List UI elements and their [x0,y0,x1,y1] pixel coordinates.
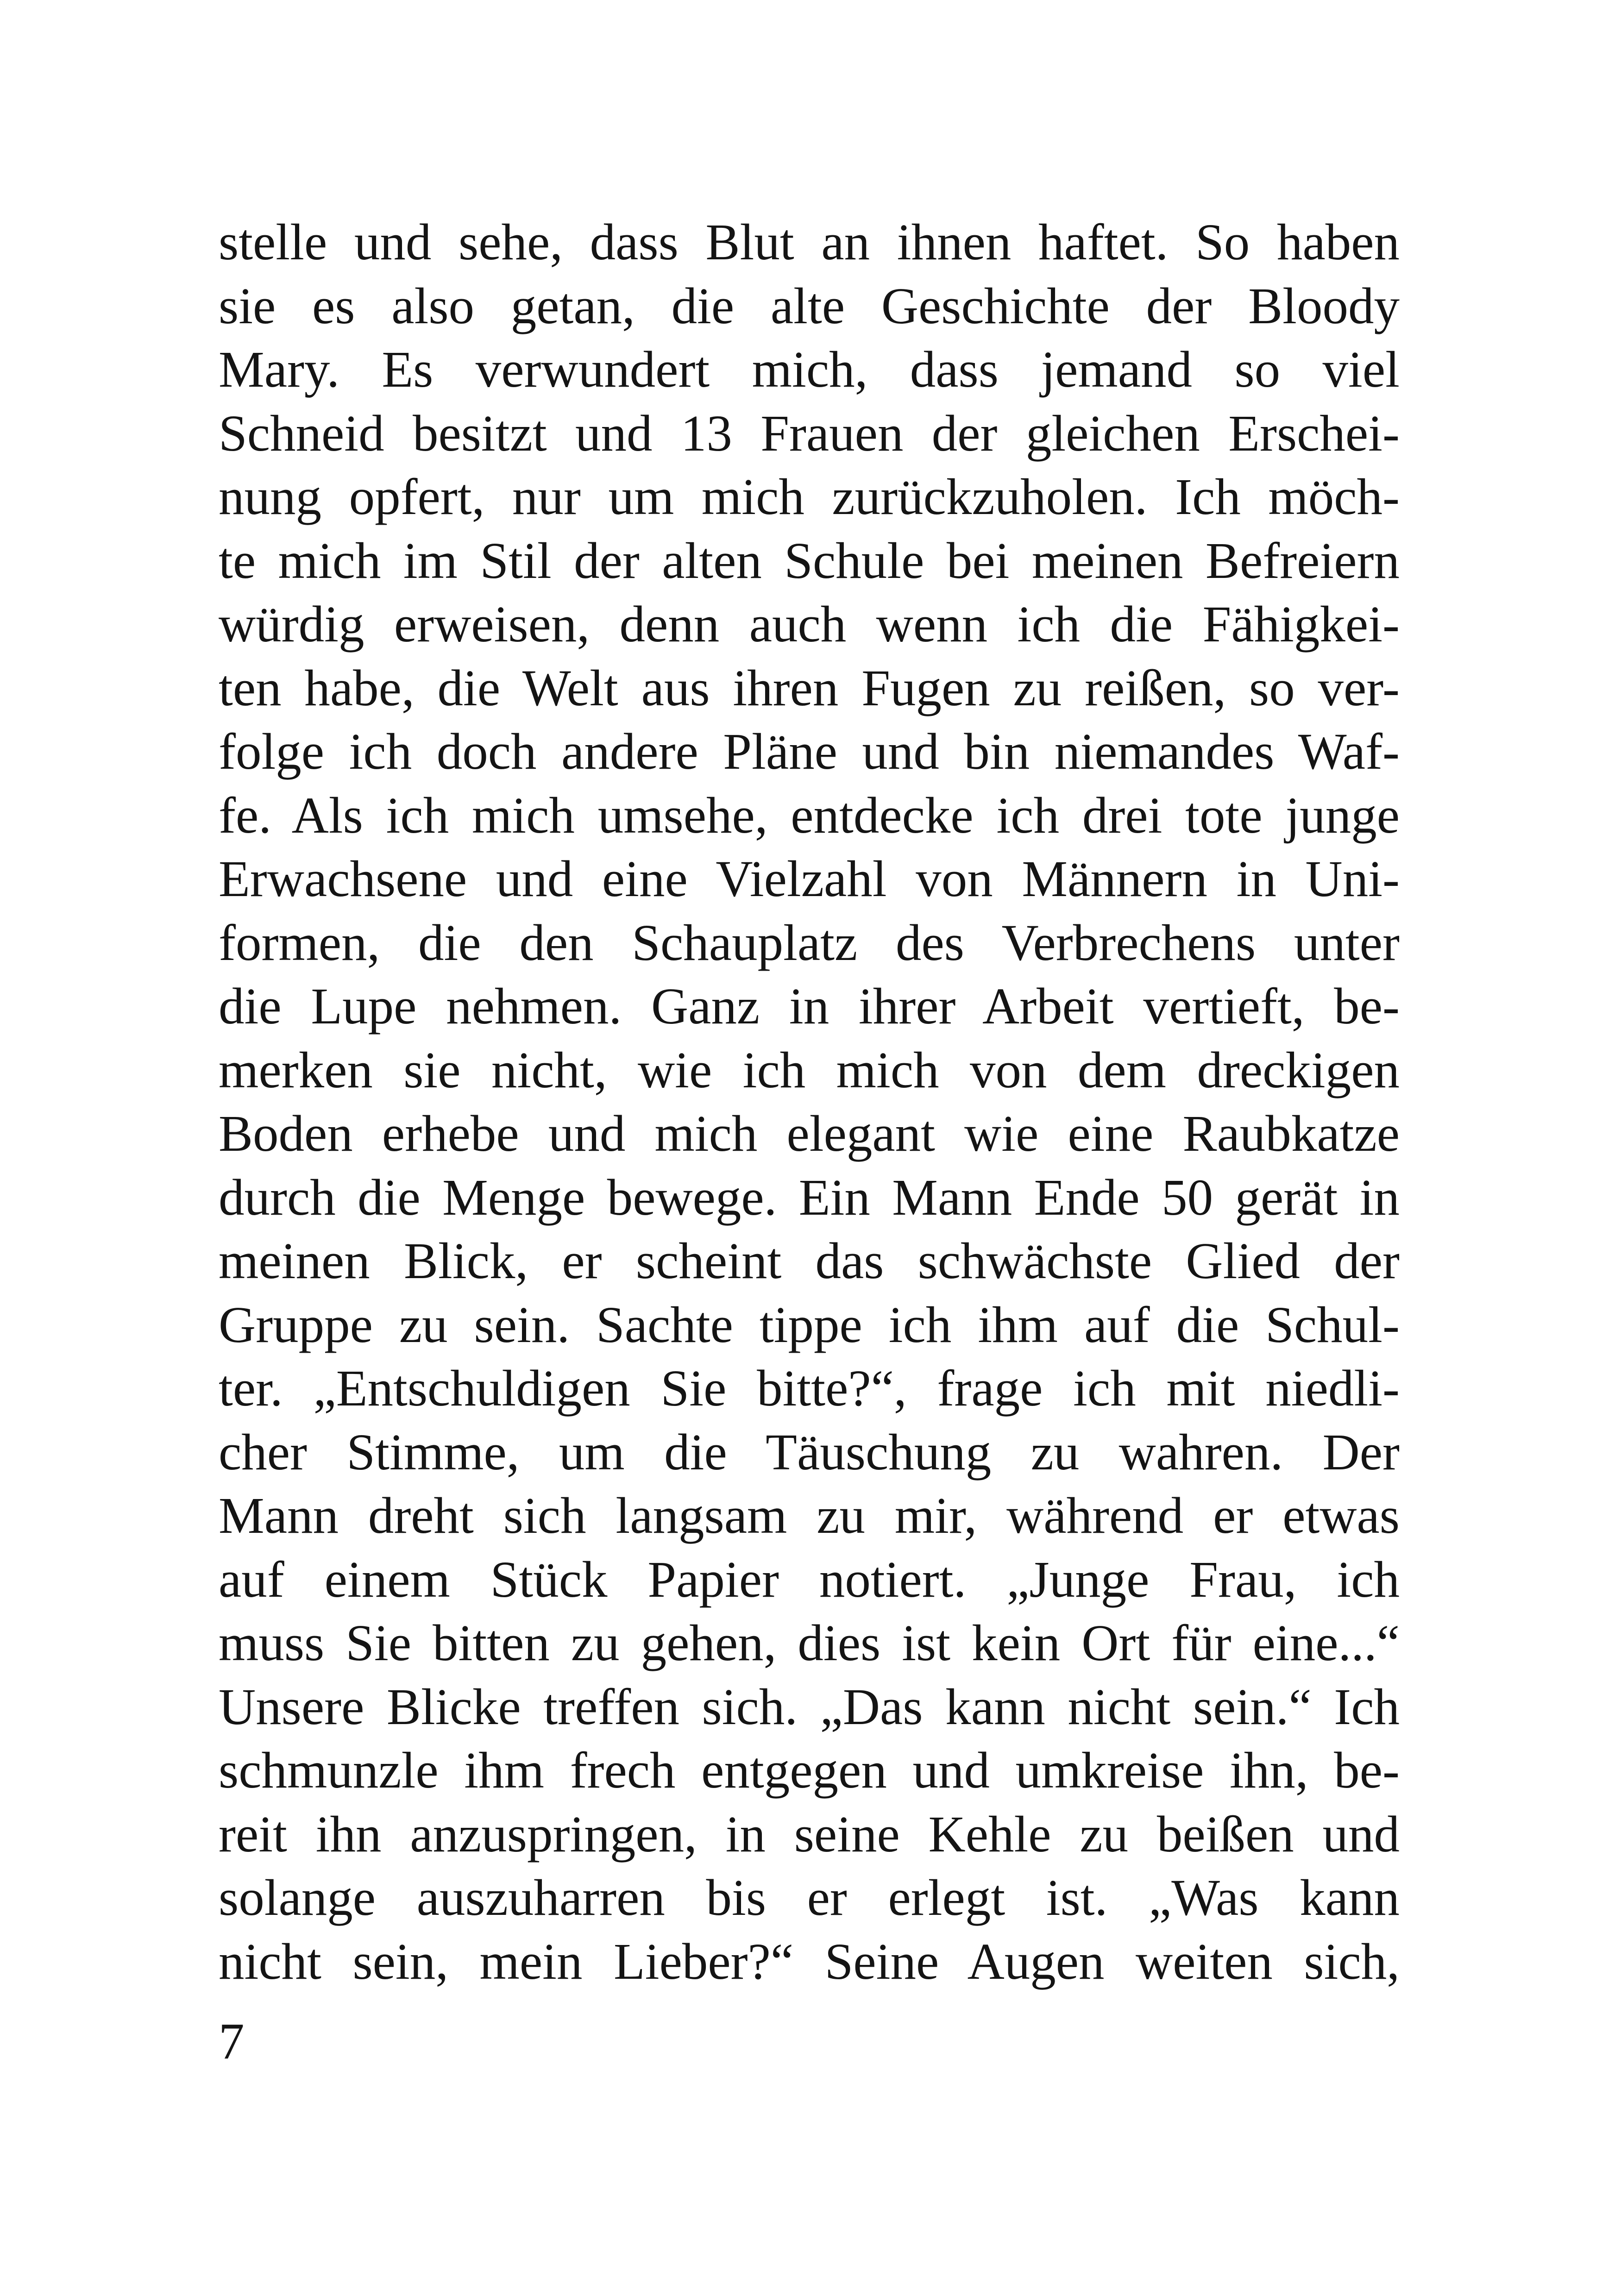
text-line: ten habe, die Welt aus ihren Fugen zu reißen, so ver- [219,659,1400,717]
text-line: Mary. Es verwundert mich, dass jemand so viel [219,341,1400,398]
text-line: Gruppe zu sein. Sachte tippe ich ihm auf die Schul- [219,1296,1400,1354]
text-line: formen, die den Schauplatz des Verbrechens unter [219,914,1400,972]
text-line: te mich im Stil der alten Schule bei meinen Befreiern [219,532,1400,590]
text-line: cher Stimme, um die Täuschung zu wahren. Der [219,1424,1400,1481]
text-line: solange auszuharren bis er erlegt ist. „Was kann [219,1869,1400,1926]
text-line: stelle und sehe, dass Blut an ihnen haftet. So haben [219,214,1400,271]
text-line: würdig erweisen, denn auch wenn ich die Fähigkei- [219,596,1400,653]
text-line: schmunzle ihm frech entgegen und umkreise ihn, be- [219,1742,1400,1799]
text-line: sie es also getan, die alte Geschichte der Bloody [219,277,1400,335]
text-line: auf einem Stück Papier notiert. „Junge Frau, ich [219,1551,1400,1608]
text-line: Mann dreht sich langsam zu mir, während er etwas [219,1487,1400,1544]
text-line: meinen Blick, er scheint das schwächste Glied der [219,1233,1400,1290]
text-line: muss Sie bitten zu gehen, dies ist kein Ort für eine...“ [219,1615,1400,1672]
text-line: fe. Als ich mich umsehe, entdecke ich drei tote junge [219,787,1400,844]
text-line: reit ihn anzuspringen, in seine Kehle zu beißen und [219,1806,1400,1863]
body-text [219,211,1400,1994]
text-line: Erwachsene und eine Vielzahl von Männern in Uni- [219,851,1400,908]
page-number: 7 [219,2013,245,2070]
text-line: Schneid besitzt und 13 Frauen der gleichen Erschei- [219,405,1400,462]
text-line: die Lupe nehmen. Ganz in ihrer Arbeit vertieft, be- [219,978,1400,1035]
text-line: merken sie nicht, wie ich mich von dem dreckigen [219,1041,1400,1099]
text-line: folge ich doch andere Pläne und bin niemandes Waf- [219,723,1400,780]
text-line: nicht sein, mein Lieber?“ Seine Augen weiten sich, [219,1933,1400,1990]
text-line: durch die Menge bewege. Ein Mann Ende 50 gerät in [219,1169,1400,1226]
text-line: Unsere Blicke treffen sich. „Das kann nicht sein.“ Ich [219,1678,1400,1736]
text-line: nung opfert, nur um mich zurückzuholen. Ich möch- [219,469,1400,526]
text-line: Boden erhebe und mich elegant wie eine Raubkatze [219,1105,1400,1162]
text-line: ter. „Entschuldigen Sie bitte?“, frage ich mit niedli- [219,1360,1400,1417]
